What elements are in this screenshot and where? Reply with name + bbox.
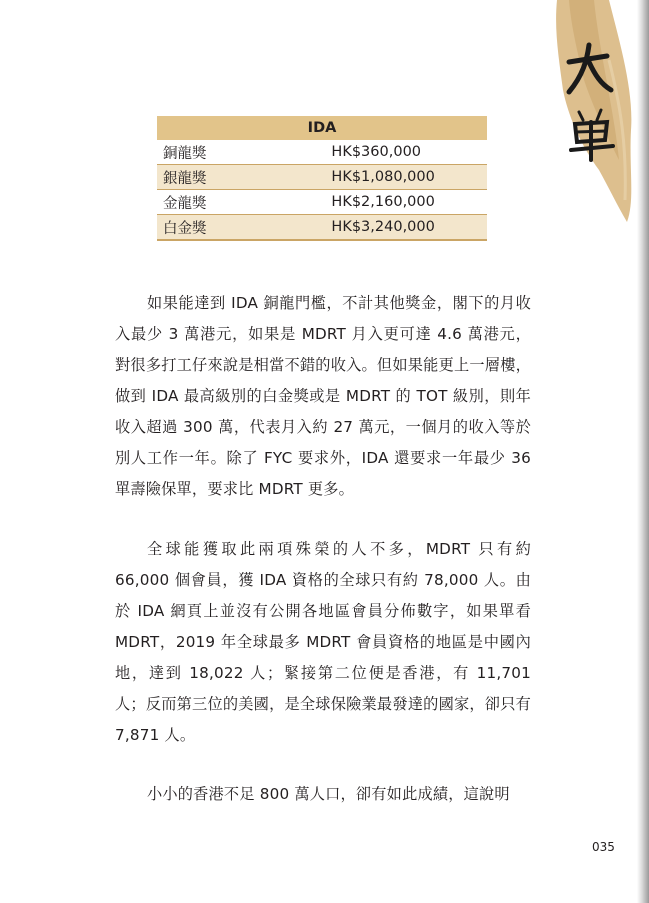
award-name: 金龍獎	[157, 190, 218, 215]
paragraph-3: 小小的香港不足 800 萬人口，卻有如此成績，這說明	[147, 785, 510, 803]
award-name: 白金獎	[157, 215, 218, 241]
table-row	[157, 190, 487, 215]
table-row	[157, 140, 487, 165]
table-row	[157, 165, 487, 190]
award-name: 銀龍獎	[157, 165, 218, 190]
award-amount: HK$360,000	[218, 140, 487, 165]
paragraph-2: 全球能獲取此兩項殊榮的人不多，MDRT 只有約 66,000 個會員，獲 IDA 資格的全球只有約 78,000 人。由於 IDA 網頁上並沒有公開各地區會員分佈數字，如果單看 MDRT，2019 年全球最多 MDRT 會員資格的地區是中國內地，達到 18,022 人；緊接第二位便是香港，有 11,701 人；反而第三位的美國，是全球保險業最發達的國家，卻只有 7,871 人。	[115, 540, 531, 744]
award-name: 銅龍獎	[157, 140, 218, 165]
table-row	[157, 215, 487, 241]
paragraph-1: 如果能達到 IDA 銅龍門檻，不計其他獎金，閣下的月收入最少 3 萬港元，如果是 MDRT 月入更可達 4.6 萬港元，對很多打工仔來說是相當不錯的收入。但如果能更上一層樓，做到 IDA 最高級別的白金獎或是 MDRT 的 TOT 級別，則年收入超過 300 萬，代表月入約 27 萬元，一個月的收入等於別人工作一年。除了 FYC 要求外，IDA 還要求一年最少 36 單壽險保單，要求比 MDRT 更多。	[115, 294, 531, 498]
table-header: IDA	[157, 116, 487, 140]
award-amount: HK$2,160,000	[218, 190, 487, 215]
award-amount: HK$3,240,000	[218, 215, 487, 241]
page-number: 035	[592, 840, 615, 854]
table-header-row	[157, 116, 487, 140]
ida-award-table	[157, 116, 487, 241]
brush-logo	[539, 0, 639, 225]
award-amount: HK$1,080,000	[218, 165, 487, 190]
